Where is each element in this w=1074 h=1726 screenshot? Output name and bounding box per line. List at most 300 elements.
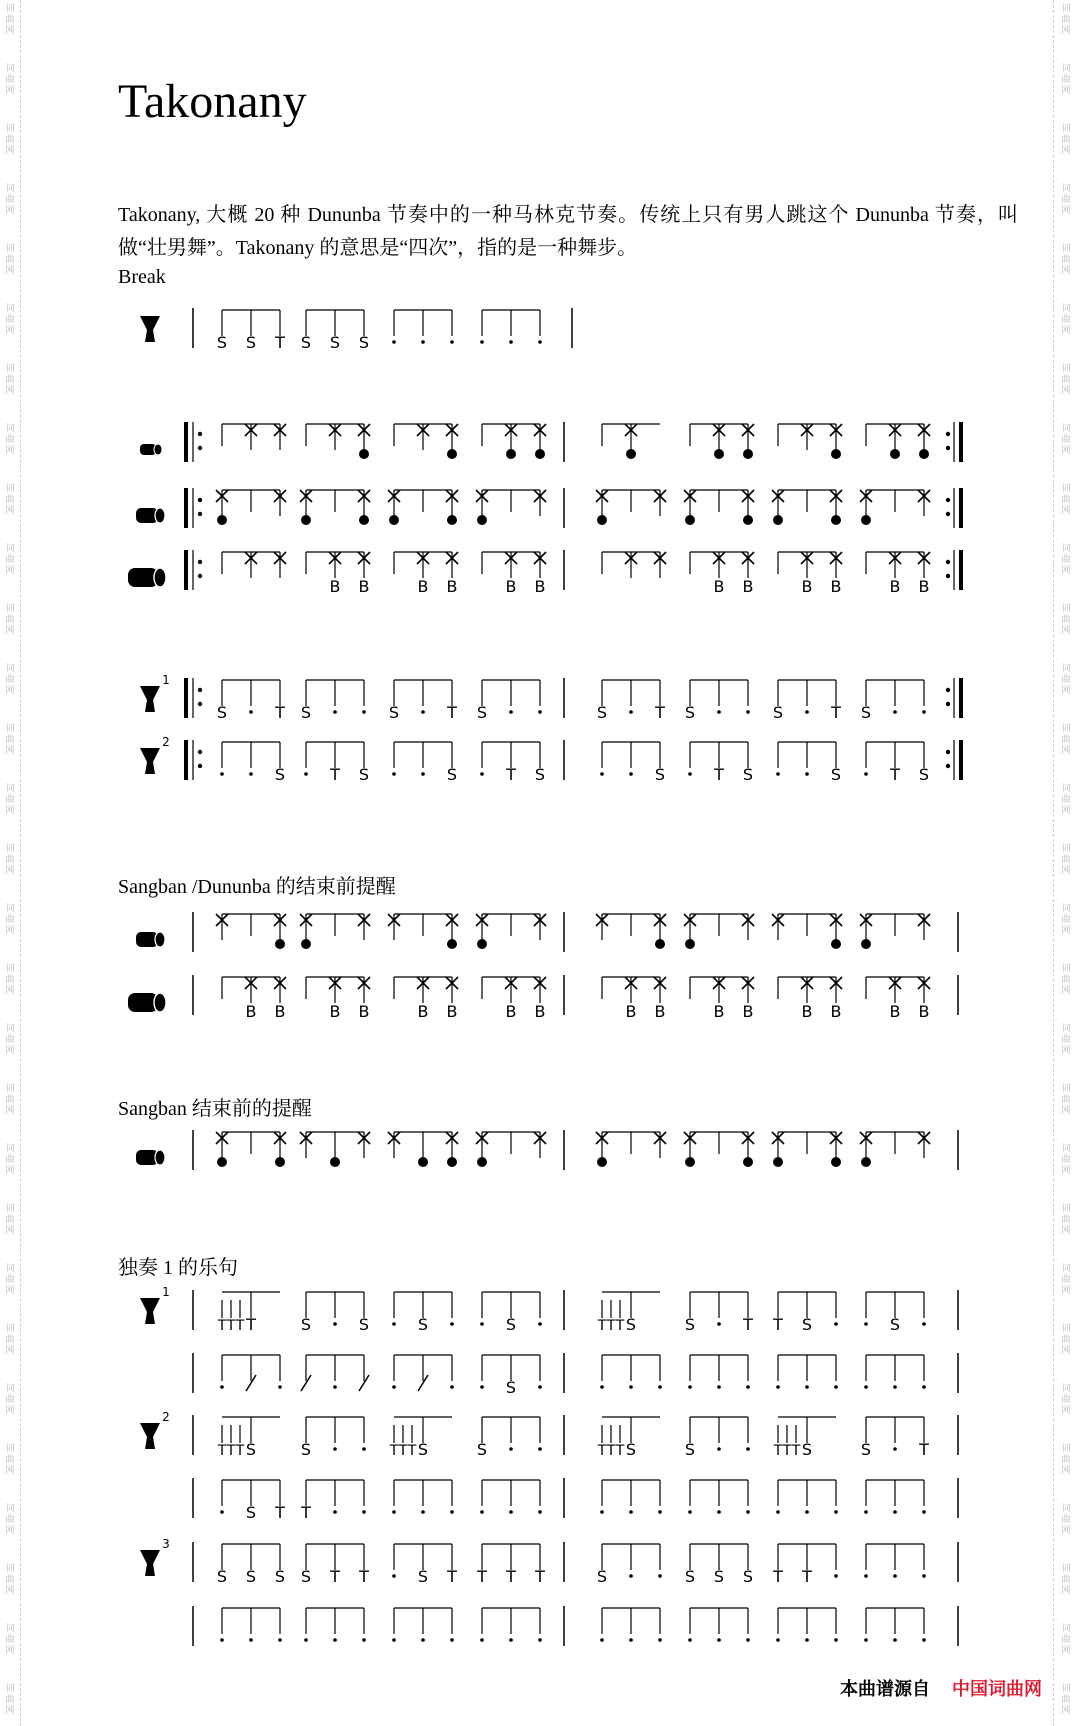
note-s: S bbox=[417, 1315, 429, 1334]
note-s: S bbox=[245, 1440, 257, 1459]
rest-dot bbox=[392, 1510, 396, 1514]
note-t: T bbox=[275, 333, 285, 352]
watermark-glyph: 网 bbox=[1061, 86, 1071, 96]
bell-dot bbox=[743, 515, 753, 525]
sangban-icon-head bbox=[155, 932, 165, 947]
rest-dot bbox=[249, 710, 253, 714]
rest-dot bbox=[864, 1638, 868, 1642]
page-title: Takonany bbox=[118, 75, 307, 128]
watermark-glyph: 词 bbox=[1061, 1564, 1071, 1574]
note-s: S bbox=[216, 1567, 228, 1586]
rest-dot bbox=[658, 1385, 662, 1389]
rest-dot bbox=[480, 772, 484, 776]
watermark-glyph: 曲 bbox=[1061, 975, 1071, 985]
watermark-glyph: 词 bbox=[1061, 1324, 1071, 1334]
rest-dot bbox=[421, 1510, 425, 1514]
bell-dot bbox=[477, 939, 487, 949]
watermark-glyph: 曲 bbox=[5, 1635, 15, 1645]
watermark-glyph: 曲 bbox=[5, 1275, 15, 1285]
rest-dot bbox=[746, 1447, 750, 1451]
watermark-glyph: 曲 bbox=[1061, 15, 1071, 25]
watermark-glyph: 曲 bbox=[5, 915, 15, 925]
note-bass: B bbox=[889, 577, 901, 596]
dununba-icon-head bbox=[154, 993, 166, 1012]
rest-dot bbox=[922, 710, 926, 714]
note-bass: B bbox=[534, 577, 546, 596]
rest-dot bbox=[922, 1385, 926, 1389]
rest-dot bbox=[717, 1385, 721, 1389]
watermark-glyph: 网 bbox=[1061, 986, 1071, 996]
note-s: S bbox=[684, 1440, 696, 1459]
bell-dot bbox=[477, 515, 487, 525]
watermark-glyph: 词 bbox=[5, 364, 15, 374]
note-s: S bbox=[216, 333, 228, 352]
rest-dot bbox=[304, 772, 308, 776]
watermark-glyph: 曲 bbox=[1061, 1035, 1071, 1045]
note-t: T bbox=[275, 703, 285, 722]
voice-number: 3 bbox=[162, 1537, 170, 1551]
watermark-glyph: 词 bbox=[5, 724, 15, 734]
rest-dot bbox=[333, 1322, 337, 1326]
watermark-glyph: 词 bbox=[1061, 484, 1071, 494]
rest-dot bbox=[922, 1574, 926, 1578]
note-t: T bbox=[773, 1567, 783, 1586]
watermark-glyph: 网 bbox=[5, 1406, 15, 1416]
bell-dot bbox=[890, 449, 900, 459]
watermark-glyph: 词 bbox=[5, 1564, 15, 1574]
repeat-dot bbox=[946, 574, 950, 578]
repeat-dot bbox=[946, 702, 950, 706]
watermark-glyph: 曲 bbox=[1061, 555, 1071, 565]
note-s: S bbox=[476, 703, 488, 722]
note-bass: B bbox=[505, 577, 517, 596]
bell-dot bbox=[919, 449, 929, 459]
note-s: S bbox=[245, 1567, 257, 1586]
rest-dot bbox=[249, 772, 253, 776]
watermark-glyph: 网 bbox=[5, 1466, 15, 1476]
note-t: T bbox=[506, 765, 516, 784]
watermark-glyph: 网 bbox=[5, 1046, 15, 1056]
repeat-dot bbox=[198, 432, 202, 436]
note-s: S bbox=[889, 1315, 901, 1334]
watermark-glyph: 曲 bbox=[5, 735, 15, 745]
bell-dot bbox=[359, 449, 369, 459]
repeat-dot bbox=[946, 432, 950, 436]
note-t: T bbox=[714, 765, 724, 784]
note-bass: B bbox=[274, 1002, 286, 1021]
watermark-glyph: 网 bbox=[5, 866, 15, 876]
note-bass: B bbox=[654, 1002, 666, 1021]
rest-dot bbox=[538, 1322, 542, 1326]
rest-dot bbox=[776, 772, 780, 776]
watermark-glyph: 词 bbox=[5, 1444, 15, 1454]
watermark-glyph: 词 bbox=[1061, 184, 1071, 194]
watermark-glyph: 网 bbox=[5, 626, 15, 636]
watermark-glyph: 词 bbox=[1061, 64, 1071, 74]
watermark-glyph: 网 bbox=[5, 386, 15, 396]
rest-dot bbox=[746, 1510, 750, 1514]
rest-dot bbox=[864, 1510, 868, 1514]
bell-dot bbox=[330, 1157, 340, 1167]
rest-dot bbox=[392, 1574, 396, 1578]
watermark-glyph: 曲 bbox=[5, 135, 15, 145]
note-bass: B bbox=[830, 1002, 842, 1021]
watermark-glyph: 词 bbox=[1061, 1144, 1071, 1154]
rest-dot bbox=[509, 1447, 513, 1451]
bell-dot bbox=[217, 1157, 227, 1167]
rest-dot bbox=[717, 1510, 721, 1514]
watermark-glyph: 词 bbox=[1061, 664, 1071, 674]
note-t: T bbox=[235, 1443, 245, 1459]
bell-dot bbox=[275, 939, 285, 949]
rest-dot bbox=[776, 1510, 780, 1514]
bell-dot bbox=[743, 449, 753, 459]
watermark-glyph: 网 bbox=[1061, 926, 1071, 936]
note-s: S bbox=[505, 1315, 517, 1334]
rest-dot bbox=[220, 1385, 224, 1389]
djembe-icon bbox=[140, 1423, 160, 1449]
rest-dot bbox=[421, 772, 425, 776]
rest-dot bbox=[538, 340, 542, 344]
note-t: T bbox=[330, 1567, 340, 1586]
note-s: S bbox=[684, 1315, 696, 1334]
note-s: S bbox=[801, 1315, 813, 1334]
rest-dot bbox=[480, 1322, 484, 1326]
rest-dot bbox=[450, 1510, 454, 1514]
rest-dot bbox=[805, 772, 809, 776]
note-s: S bbox=[245, 333, 257, 352]
watermark-glyph: 网 bbox=[5, 206, 15, 216]
watermark-glyph: 曲 bbox=[1061, 1095, 1071, 1105]
note-t: T bbox=[606, 1443, 616, 1459]
watermark-glyph: 词 bbox=[1061, 1504, 1071, 1514]
note-t: T bbox=[246, 1315, 256, 1334]
note-t: T bbox=[782, 1443, 792, 1459]
bell-dot bbox=[626, 449, 636, 459]
watermark-glyph: 词 bbox=[1061, 844, 1071, 854]
watermark-glyph: 词 bbox=[5, 484, 15, 494]
rest-dot bbox=[805, 1638, 809, 1642]
watermark-glyph: 曲 bbox=[5, 1335, 15, 1345]
watermark-glyph: 曲 bbox=[5, 795, 15, 805]
note-s: S bbox=[300, 1315, 312, 1334]
watermark-glyph: 词 bbox=[5, 544, 15, 554]
watermark-glyph: 词 bbox=[5, 1084, 15, 1094]
watermark-glyph: 曲 bbox=[1061, 435, 1071, 445]
watermark-glyph: 曲 bbox=[5, 1155, 15, 1165]
watermark-glyph: 词 bbox=[1061, 1204, 1071, 1214]
note-s: S bbox=[534, 765, 546, 784]
watermark-glyph: 词 bbox=[1061, 544, 1071, 554]
note-s: S bbox=[329, 333, 341, 352]
rest-dot bbox=[864, 1322, 868, 1326]
note-s: S bbox=[417, 1440, 429, 1459]
watermark-glyph: 词 bbox=[1061, 724, 1071, 734]
note-t: T bbox=[831, 703, 841, 722]
bell-dot bbox=[506, 449, 516, 459]
note-s: S bbox=[216, 703, 228, 722]
rest-dot bbox=[746, 1638, 750, 1642]
watermark-glyph: 词 bbox=[5, 1264, 15, 1274]
note-t: T bbox=[226, 1318, 236, 1334]
note-s: S bbox=[446, 765, 458, 784]
rest-dot bbox=[717, 1638, 721, 1642]
watermark-glyph: 网 bbox=[5, 1586, 15, 1596]
watermark-glyph: 曲 bbox=[5, 975, 15, 985]
bell-dot bbox=[831, 939, 841, 949]
watermark-glyph: 曲 bbox=[5, 435, 15, 445]
watermark-glyph: 网 bbox=[1061, 266, 1071, 276]
note-s: S bbox=[801, 1440, 813, 1459]
bell-dot bbox=[301, 515, 311, 525]
note-s: S bbox=[358, 333, 370, 352]
watermark-glyph: 词 bbox=[5, 1384, 15, 1394]
bell-dot bbox=[861, 515, 871, 525]
watermark-glyph: 词 bbox=[5, 1624, 15, 1634]
watermark-glyph: 网 bbox=[1061, 866, 1071, 876]
watermark-glyph: 网 bbox=[1061, 1226, 1071, 1236]
rest-dot bbox=[333, 710, 337, 714]
note-t: T bbox=[477, 1567, 487, 1586]
bell-dot bbox=[861, 1157, 871, 1167]
note-s: S bbox=[388, 703, 400, 722]
note-s: S bbox=[300, 703, 312, 722]
note-s: S bbox=[245, 1503, 257, 1522]
watermark-glyph: 网 bbox=[5, 1286, 15, 1296]
rest-dot bbox=[893, 1574, 897, 1578]
bell-dot bbox=[477, 1157, 487, 1167]
note-bass: B bbox=[329, 1002, 341, 1021]
note-t: T bbox=[226, 1443, 236, 1459]
watermark-glyph: 网 bbox=[5, 506, 15, 516]
note-s: S bbox=[476, 1440, 488, 1459]
watermark-glyph: 词 bbox=[5, 1684, 15, 1694]
watermark-glyph: 词 bbox=[1061, 904, 1071, 914]
watermark-glyph: 网 bbox=[5, 1226, 15, 1236]
repeat-dot bbox=[946, 764, 950, 768]
watermark-glyph: 词 bbox=[5, 184, 15, 194]
rest-dot bbox=[362, 710, 366, 714]
watermark-glyph: 曲 bbox=[1061, 735, 1071, 745]
rest-dot bbox=[893, 1638, 897, 1642]
rest-dot bbox=[834, 1385, 838, 1389]
rest-dot bbox=[629, 710, 633, 714]
bell-dot bbox=[831, 515, 841, 525]
watermark-glyph: 曲 bbox=[1061, 1155, 1071, 1165]
note-s: S bbox=[772, 703, 784, 722]
watermark-glyph: 网 bbox=[5, 1346, 15, 1356]
rest-dot bbox=[392, 1322, 396, 1326]
note-bass: B bbox=[713, 577, 725, 596]
djembe-icon bbox=[140, 686, 160, 712]
rest-dot bbox=[362, 1447, 366, 1451]
watermark-glyph: 曲 bbox=[5, 75, 15, 85]
note-s: S bbox=[860, 703, 872, 722]
note-t: T bbox=[802, 1567, 812, 1586]
bell-dot bbox=[831, 449, 841, 459]
bell-dot bbox=[655, 939, 665, 949]
watermark-glyph: 词 bbox=[5, 124, 15, 134]
rest-dot bbox=[688, 1638, 692, 1642]
sangban-icon-head bbox=[155, 508, 165, 523]
rest-dot bbox=[834, 1638, 838, 1642]
watermark-glyph: 网 bbox=[1061, 1466, 1071, 1476]
voice-number: 2 bbox=[162, 1410, 170, 1424]
note-s: S bbox=[654, 765, 666, 784]
watermark-glyph: 网 bbox=[1061, 1646, 1071, 1656]
watermark-glyph: 曲 bbox=[1061, 615, 1071, 625]
bell-dot bbox=[685, 515, 695, 525]
watermark-glyph: 词 bbox=[5, 304, 15, 314]
watermark-glyph: 网 bbox=[5, 686, 15, 696]
note-t: T bbox=[447, 1567, 457, 1586]
watermark-glyph: 词 bbox=[1061, 604, 1071, 614]
watermark-glyph: 曲 bbox=[1061, 1215, 1071, 1225]
note-bass: B bbox=[713, 1002, 725, 1021]
watermark-glyph: 网 bbox=[1061, 506, 1071, 516]
rest-dot bbox=[480, 1510, 484, 1514]
rest-dot bbox=[864, 1574, 868, 1578]
note-bass: B bbox=[329, 577, 341, 596]
voice-number: 1 bbox=[162, 673, 170, 687]
rest-dot bbox=[392, 1638, 396, 1642]
rest-dot bbox=[600, 1385, 604, 1389]
repeat-dot bbox=[946, 512, 950, 516]
footer-site-link[interactable]: 中国词曲网 bbox=[952, 1679, 1042, 1700]
watermark-glyph: 网 bbox=[1061, 326, 1071, 336]
rest-dot bbox=[629, 1638, 633, 1642]
watermark-glyph: 词 bbox=[1061, 1444, 1071, 1454]
note-s: S bbox=[300, 1440, 312, 1459]
rest-dot bbox=[717, 710, 721, 714]
watermark-glyph: 网 bbox=[5, 86, 15, 96]
watermark-glyph: 曲 bbox=[5, 1575, 15, 1585]
note-s: S bbox=[742, 765, 754, 784]
watermark-glyph: 曲 bbox=[5, 375, 15, 385]
rest-dot bbox=[362, 1510, 366, 1514]
note-s: S bbox=[684, 1567, 696, 1586]
rest-dot bbox=[834, 1322, 838, 1326]
bell-dot bbox=[773, 1157, 783, 1167]
rest-dot bbox=[509, 710, 513, 714]
bell-dot bbox=[447, 1157, 457, 1167]
note-s: S bbox=[417, 1567, 429, 1586]
note-bass: B bbox=[801, 577, 813, 596]
watermark-glyph: 曲 bbox=[5, 255, 15, 265]
note-t: T bbox=[275, 1503, 285, 1522]
rest-dot bbox=[600, 772, 604, 776]
note-t: T bbox=[359, 1567, 369, 1586]
watermark-glyph: 曲 bbox=[1061, 1395, 1071, 1405]
watermark-glyph: 曲 bbox=[1061, 375, 1071, 385]
watermark-glyph: 曲 bbox=[1061, 255, 1071, 265]
rest-dot bbox=[629, 1385, 633, 1389]
repeat-dot bbox=[946, 750, 950, 754]
rest-dot bbox=[629, 772, 633, 776]
watermark-glyph: 词 bbox=[1061, 424, 1071, 434]
note-s: S bbox=[625, 1440, 637, 1459]
djembe-icon bbox=[140, 316, 160, 342]
rest-dot bbox=[922, 1322, 926, 1326]
watermark-glyph: 网 bbox=[1061, 446, 1071, 456]
note-s: S bbox=[596, 703, 608, 722]
watermark-glyph: 网 bbox=[1061, 806, 1071, 816]
watermark-glyph: 网 bbox=[1061, 686, 1071, 696]
rest-dot bbox=[509, 1638, 513, 1642]
section-label-sangban-dununba: Sangban /Dununba 的结束前提醒 bbox=[118, 876, 396, 898]
rest-dot bbox=[805, 1385, 809, 1389]
rest-dot bbox=[333, 1638, 337, 1642]
note-t: T bbox=[773, 1315, 783, 1334]
rest-dot bbox=[450, 1385, 454, 1389]
watermark-glyph: 曲 bbox=[1061, 675, 1071, 685]
watermark-glyph: 曲 bbox=[1061, 75, 1071, 85]
watermark-glyph: 曲 bbox=[5, 555, 15, 565]
repeat-dot bbox=[198, 498, 202, 502]
watermark-glyph: 曲 bbox=[5, 1395, 15, 1405]
note-t: T bbox=[301, 1503, 311, 1522]
bell-dot bbox=[217, 515, 227, 525]
watermark-glyph: 词 bbox=[1061, 1084, 1071, 1094]
note-s: S bbox=[274, 1567, 286, 1586]
note-bass: B bbox=[918, 1002, 930, 1021]
rest-dot bbox=[538, 710, 542, 714]
rest-dot bbox=[600, 1638, 604, 1642]
rest-dot bbox=[688, 772, 692, 776]
note-t: T bbox=[597, 1318, 607, 1334]
note-s: S bbox=[742, 1567, 754, 1586]
repeat-dot bbox=[198, 512, 202, 516]
rest-dot bbox=[688, 1510, 692, 1514]
watermark-glyph: 曲 bbox=[1061, 495, 1071, 505]
bell-dot bbox=[535, 449, 545, 459]
rest-dot bbox=[220, 1510, 224, 1514]
note-s: S bbox=[300, 333, 312, 352]
note-t: T bbox=[890, 765, 900, 784]
watermark-glyph: 曲 bbox=[1061, 135, 1071, 145]
rest-dot bbox=[421, 1638, 425, 1642]
watermark-glyph: 曲 bbox=[1061, 195, 1071, 205]
note-bass: B bbox=[446, 1002, 458, 1021]
djembe-icon bbox=[140, 748, 160, 774]
watermark-glyph: 词 bbox=[1061, 1024, 1071, 1034]
note-s: S bbox=[830, 765, 842, 784]
rest-dot bbox=[509, 1510, 513, 1514]
note-t: T bbox=[389, 1443, 399, 1459]
note-t: T bbox=[743, 1315, 753, 1334]
bell-dot bbox=[418, 1157, 428, 1167]
watermark-glyph: 词 bbox=[5, 964, 15, 974]
watermark-glyph: 曲 bbox=[1061, 1635, 1071, 1645]
repeat-dot bbox=[946, 498, 950, 502]
rest-dot bbox=[450, 340, 454, 344]
watermark-glyph: 网 bbox=[1061, 1346, 1071, 1356]
bell-dot bbox=[685, 1157, 695, 1167]
note-t: T bbox=[606, 1318, 616, 1334]
watermark-glyph: 网 bbox=[1061, 1166, 1071, 1176]
note-t: T bbox=[791, 1443, 801, 1459]
note-s: S bbox=[505, 1378, 517, 1397]
section-label-sangban: Sangban 结束前的提醒 bbox=[118, 1098, 312, 1120]
watermark-glyph: 曲 bbox=[1061, 795, 1071, 805]
note-t: T bbox=[919, 1440, 929, 1459]
note-s: S bbox=[918, 765, 930, 784]
watermark-glyph: 词 bbox=[5, 244, 15, 254]
note-bass: B bbox=[625, 1002, 637, 1021]
rest-dot bbox=[480, 340, 484, 344]
rest-dot bbox=[717, 1322, 721, 1326]
watermark-glyph: 词 bbox=[1061, 964, 1071, 974]
